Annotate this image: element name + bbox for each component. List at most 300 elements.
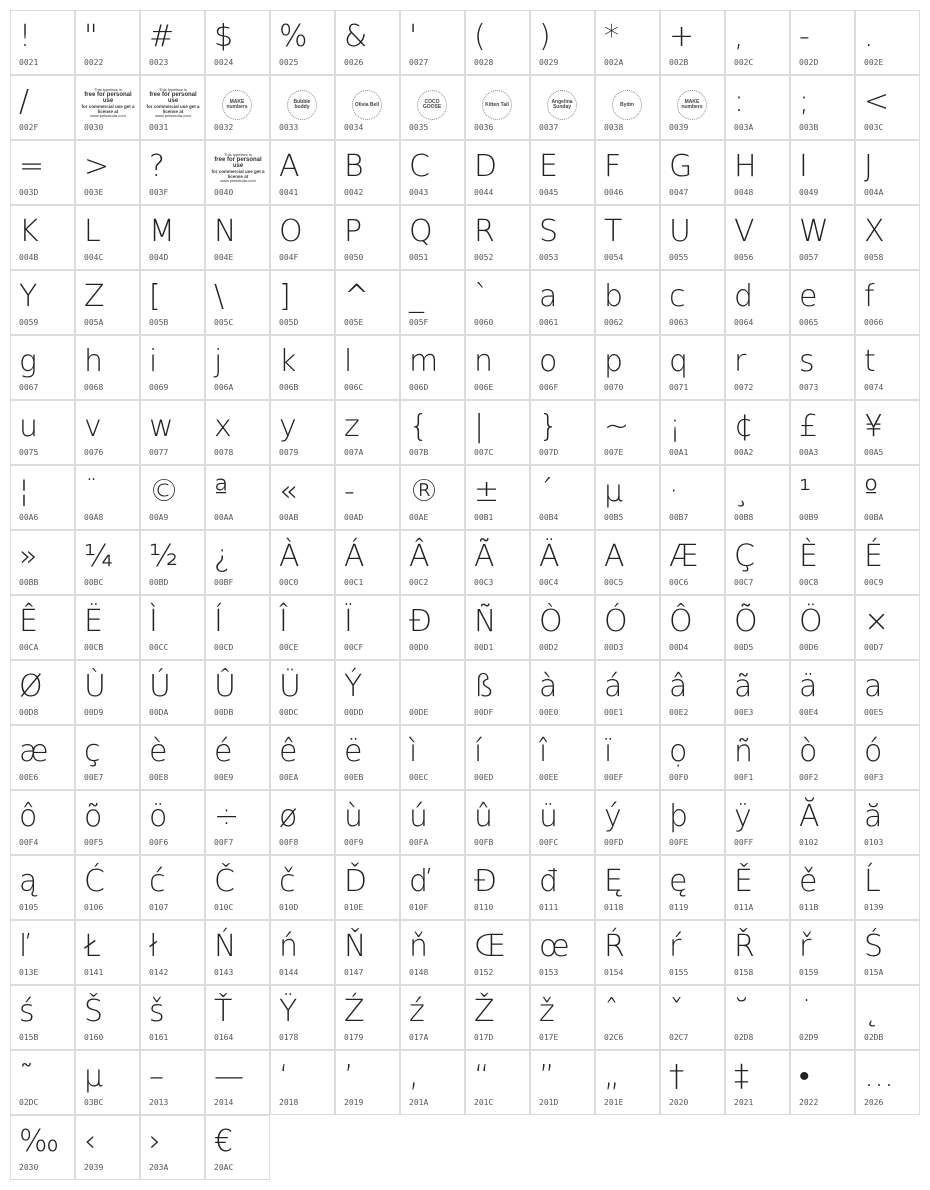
glyph-cell	[140, 140, 205, 205]
glyph-char: }	[539, 409, 559, 444]
glyph-cell	[855, 920, 920, 985]
glyph-char: n	[474, 344, 494, 379]
glyph-cell	[595, 855, 660, 920]
glyph-char: &	[344, 19, 368, 54]
glyph-cell	[140, 75, 205, 140]
glyph-char: Ñ	[474, 604, 497, 639]
glyph-cell	[140, 725, 205, 790]
glyph-cell	[855, 855, 920, 920]
glyph-char: ú	[409, 799, 429, 834]
glyph-codepoint: 02D9	[799, 1033, 819, 1042]
glyph-char: %	[279, 19, 308, 54]
glyph-codepoint: 0073	[799, 383, 819, 392]
glyph-char: µ	[604, 474, 624, 509]
license-notice-line: for commercial use get a license at	[211, 168, 265, 179]
glyph-codepoint: 2039	[84, 1163, 104, 1172]
glyph-codepoint: 0139	[864, 903, 884, 912]
glyph-codepoint: 0024	[214, 58, 234, 67]
glyph-codepoint: 0035	[409, 123, 429, 132]
glyph-cell	[335, 75, 400, 140]
glyph-codepoint: 0075	[19, 448, 39, 457]
glyph-char: Ù	[84, 669, 106, 704]
glyph-cell	[270, 205, 335, 270]
glyph-codepoint: 007C	[474, 448, 494, 457]
glyph-char: v	[84, 409, 102, 444]
glyph-char: ›	[149, 1124, 161, 1159]
glyph-codepoint: 0160	[84, 1033, 104, 1042]
glyph-cell	[335, 400, 400, 465]
glyph-codepoint: 00D2	[539, 643, 559, 652]
glyph-codepoint: 003A	[734, 123, 754, 132]
glyph-char: E	[539, 149, 558, 184]
glyph-char: ®	[409, 474, 439, 509]
glyph-codepoint: 00DA	[149, 708, 169, 717]
glyph-cell	[530, 1050, 595, 1115]
glyph-cell	[595, 985, 660, 1050]
license-notice-line: This typeface is	[224, 152, 252, 157]
license-notice	[145, 88, 201, 118]
glyph-char: ´	[539, 474, 554, 509]
glyph-codepoint: 00E4	[799, 708, 819, 717]
glyph-codepoint: 00D0	[409, 643, 429, 652]
glyph-cell	[10, 985, 75, 1050]
glyph-char: ŕ	[669, 929, 682, 964]
glyph-codepoint: 0025	[279, 58, 299, 67]
glyph-cell	[790, 10, 855, 75]
glyph-char: É	[864, 539, 883, 574]
glyph-char: (	[474, 19, 486, 54]
glyph-codepoint: 0048	[734, 188, 754, 197]
glyph-cell	[400, 465, 465, 530]
glyph-codepoint: 201C	[474, 1098, 494, 1107]
glyph-char: ÿ	[734, 799, 752, 834]
glyph-cell	[140, 270, 205, 335]
glyph-char: ù	[344, 799, 364, 834]
glyph-cell	[530, 530, 595, 595]
glyph-cell	[660, 10, 725, 75]
sample-badge: Bydm	[612, 90, 642, 120]
glyph-char: ñ	[734, 734, 754, 769]
glyph-char: ˘	[734, 994, 749, 1029]
glyph-char: |	[474, 409, 485, 444]
glyph-codepoint: 0111	[539, 903, 559, 912]
glyph-codepoint: 0068	[84, 383, 104, 392]
glyph-cell	[465, 855, 530, 920]
glyph-char: ¹	[799, 474, 812, 509]
glyph-char: Ś	[864, 929, 884, 964]
glyph-codepoint: 0021	[19, 58, 39, 67]
glyph-char: #	[149, 19, 175, 54]
glyph-codepoint: 00C4	[539, 578, 559, 587]
glyph-cell	[75, 1050, 140, 1115]
glyph-cell	[400, 595, 465, 660]
glyph-cell	[270, 790, 335, 855]
glyph-char: ę	[669, 864, 688, 899]
glyph-cell	[10, 920, 75, 985]
glyph-cell	[660, 335, 725, 400]
glyph-codepoint: 00C1	[344, 578, 364, 587]
glyph-codepoint: 0022	[84, 58, 104, 67]
glyph-char: À	[279, 539, 300, 574]
glyph-cell	[270, 660, 335, 725]
glyph-char: b	[604, 279, 624, 314]
glyph-codepoint: 0044	[474, 188, 494, 197]
glyph-codepoint: 00DE	[409, 708, 429, 717]
glyph-char: μ	[84, 1059, 104, 1094]
glyph-cell	[270, 10, 335, 75]
glyph-cell	[205, 660, 270, 725]
glyph-cell	[660, 920, 725, 985]
glyph-codepoint: 00E3	[734, 708, 754, 717]
glyph-codepoint: 00EF	[604, 773, 624, 782]
glyph-char: ã	[734, 669, 753, 704]
glyph-char: w	[149, 409, 174, 444]
glyph-cell	[270, 985, 335, 1050]
glyph-char: û	[474, 799, 494, 834]
glyph-cell	[270, 725, 335, 790]
glyph-char: Ň	[344, 929, 367, 964]
license-notice-line: www.pelsotoda.com	[220, 178, 256, 184]
glyph-codepoint: 0161	[149, 1033, 169, 1042]
glyph-codepoint: 0061	[539, 318, 559, 327]
glyph-codepoint: 005A	[84, 318, 104, 327]
glyph-codepoint: 2013	[149, 1098, 169, 1107]
glyph-cell	[140, 205, 205, 270]
glyph-char: Î	[279, 604, 288, 639]
glyph-codepoint: 004A	[864, 188, 884, 197]
glyph-codepoint: 006B	[279, 383, 299, 392]
glyph-cell	[335, 660, 400, 725]
glyph-char: ï	[604, 734, 613, 769]
glyph-cell	[790, 660, 855, 725]
glyph-codepoint: 005C	[214, 318, 234, 327]
glyph-cell	[270, 1050, 335, 1115]
glyph-cell	[400, 855, 465, 920]
glyph-cell	[205, 985, 270, 1050]
glyph-codepoint: 002E	[864, 58, 884, 67]
glyph-char: -	[344, 474, 355, 509]
glyph-cell	[400, 270, 465, 335]
glyph-codepoint: 00C6	[669, 578, 689, 587]
glyph-codepoint: 00E1	[604, 708, 624, 717]
glyph-codepoint: 003C	[864, 123, 884, 132]
glyph-char: ,	[734, 19, 744, 54]
glyph-codepoint: 00A8	[84, 513, 104, 522]
glyph-codepoint: 003B	[799, 123, 819, 132]
glyph-codepoint: 0065	[799, 318, 819, 327]
glyph-char: õ	[84, 799, 103, 834]
glyph-codepoint: 010D	[279, 903, 299, 912]
glyph-codepoint: 02DB	[864, 1033, 884, 1042]
glyph-codepoint: 2021	[734, 1098, 754, 1107]
glyph-cell	[660, 75, 725, 140]
glyph-char: š	[149, 994, 165, 1029]
glyph-codepoint: 0078	[214, 448, 234, 457]
glyph-char: à	[539, 669, 558, 704]
glyph-char: ü	[539, 799, 559, 834]
glyph-codepoint: 0102	[799, 838, 819, 847]
glyph-codepoint: 0155	[669, 968, 689, 977]
glyph-cell	[140, 660, 205, 725]
glyph-char: Ä	[539, 539, 560, 574]
glyph-cell	[465, 400, 530, 465]
glyph-codepoint: 0031	[149, 123, 169, 132]
sample-badge: MAKE numbers	[677, 90, 707, 120]
glyph-codepoint: 0032	[214, 123, 234, 132]
glyph-char: ª	[214, 474, 229, 509]
glyph-codepoint: 015B	[19, 1033, 39, 1042]
glyph-char: Ö	[799, 604, 823, 639]
glyph-codepoint: 0079	[279, 448, 299, 457]
glyph-codepoint: 002C	[734, 58, 754, 67]
glyph-char: Æ	[669, 539, 699, 574]
glyph-cell	[205, 530, 270, 595]
glyph-codepoint: 0107	[149, 903, 169, 912]
glyph-codepoint: 02C6	[604, 1033, 624, 1042]
sample-badge: Bubble buddy	[287, 90, 317, 120]
glyph-codepoint: 0179	[344, 1033, 364, 1042]
glyph-char: m	[409, 344, 439, 379]
glyph-codepoint: 0026	[344, 58, 364, 67]
glyph-codepoint: 0036	[474, 123, 494, 132]
glyph-char: ;	[799, 84, 810, 119]
glyph-codepoint: 00AD	[344, 513, 364, 522]
glyph-char: {	[409, 409, 429, 444]
glyph-char: Ç	[734, 539, 755, 574]
glyph-char: d	[734, 279, 754, 314]
glyph-cell	[790, 985, 855, 1050]
glyph-codepoint: 0103	[864, 838, 884, 847]
glyph-cell	[660, 140, 725, 205]
glyph-char: N	[214, 214, 237, 249]
glyph-cell	[75, 530, 140, 595]
glyph-char: J	[864, 149, 873, 184]
glyph-cell	[855, 725, 920, 790]
glyph-codepoint: 0034	[344, 123, 364, 132]
glyph-char: ć	[149, 864, 166, 899]
glyph-codepoint: 002B	[669, 58, 689, 67]
glyph-cell	[205, 140, 270, 205]
glyph-char: F	[604, 149, 622, 184]
glyph-codepoint: 0041	[279, 188, 299, 197]
glyph-char: ¥	[864, 409, 884, 444]
license-notice	[80, 88, 136, 118]
glyph-codepoint: 00C7	[734, 578, 754, 587]
glyph-char: ~	[604, 409, 630, 444]
glyph-cell	[530, 140, 595, 205]
glyph-char: Q	[409, 214, 433, 249]
glyph-cell	[465, 595, 530, 660]
glyph-codepoint: 0118	[604, 903, 624, 912]
glyph-cell	[75, 400, 140, 465]
license-notice-line: www.pelsotoda.com	[155, 113, 191, 119]
glyph-cell	[335, 465, 400, 530]
glyph-codepoint: 00A1	[669, 448, 689, 457]
glyph-cell	[790, 725, 855, 790]
glyph-char: —	[214, 1059, 244, 1094]
glyph-cell	[335, 140, 400, 205]
glyph-char: ø	[279, 799, 298, 834]
glyph-char: K	[19, 214, 39, 249]
glyph-codepoint: 00DD	[344, 708, 364, 717]
glyph-cell	[400, 1050, 465, 1115]
glyph-cell	[725, 920, 790, 985]
glyph-char: :	[734, 84, 745, 119]
glyph-char: -	[799, 19, 810, 54]
glyph-cell	[660, 205, 725, 270]
glyph-cell	[465, 1050, 530, 1115]
glyph-codepoint: 0029	[539, 58, 559, 67]
glyph-codepoint: 004B	[19, 253, 39, 262]
glyph-codepoint: 015A	[864, 968, 884, 977]
glyph-char: Ź	[344, 994, 365, 1029]
glyph-cell	[660, 270, 725, 335]
glyph-cell	[75, 985, 140, 1050]
glyph-char: ˙	[799, 994, 814, 1029]
glyph-codepoint: 006C	[344, 383, 364, 392]
license-notice-line: for commercial use get a license at	[146, 103, 200, 114]
glyph-char: R	[474, 214, 495, 249]
glyph-cell	[140, 465, 205, 530]
glyph-codepoint: 002A	[604, 58, 624, 67]
glyph-codepoint: 00C2	[409, 578, 429, 587]
glyph-codepoint: 0023	[149, 58, 169, 67]
glyph-char: ¼	[84, 539, 114, 574]
glyph-codepoint: 00A3	[799, 448, 819, 457]
glyph-char: ¿	[214, 539, 231, 574]
glyph-char: $	[214, 19, 234, 54]
glyph-cell	[660, 400, 725, 465]
glyph-cell	[530, 270, 595, 335]
glyph-codepoint: 2030	[19, 1163, 39, 1172]
glyph-cell	[660, 1050, 725, 1115]
glyph-cell	[205, 75, 270, 140]
glyph-cell	[465, 920, 530, 985]
glyph-codepoint: 0066	[864, 318, 884, 327]
glyph-cell	[790, 335, 855, 400]
glyph-char: Ó	[604, 604, 628, 639]
glyph-char: Ć	[84, 864, 105, 899]
glyph-char: ê	[279, 734, 298, 769]
glyph-char: `	[474, 279, 489, 314]
glyph-codepoint: 0071	[669, 383, 689, 392]
glyph-cell	[270, 270, 335, 335]
glyph-char: Đ	[474, 864, 498, 899]
glyph-codepoint: 0042	[344, 188, 364, 197]
glyph-codepoint: 00F2	[799, 773, 819, 782]
glyph-char: '	[409, 19, 418, 54]
glyph-char: •	[799, 1059, 810, 1094]
glyph-cell	[10, 270, 75, 335]
glyph-char: q	[669, 344, 689, 379]
glyph-cell	[140, 530, 205, 595]
glyph-codepoint: 00B8	[734, 513, 754, 522]
glyph-codepoint: 00D9	[84, 708, 104, 717]
glyph-cell	[530, 595, 595, 660]
glyph-codepoint: 00EC	[409, 773, 429, 782]
glyph-char: ÷	[214, 799, 240, 834]
glyph-codepoint: 00E9	[214, 773, 234, 782]
glyph-codepoint: 017A	[409, 1033, 429, 1042]
glyph-cell	[335, 595, 400, 660]
glyph-char: ň	[409, 929, 429, 964]
glyph-codepoint: 00EB	[344, 773, 364, 782]
glyph-cell	[725, 270, 790, 335]
glyph-cell	[855, 530, 920, 595]
glyph-codepoint: 00BD	[149, 578, 169, 587]
glyph-char: /	[19, 84, 30, 119]
glyph-cell	[530, 985, 595, 1050]
glyph-cell	[790, 855, 855, 920]
glyph-char: D	[474, 149, 498, 184]
glyph-codepoint: 00AA	[214, 513, 234, 522]
glyph-codepoint: 00BA	[864, 513, 884, 522]
glyph-char: ô	[19, 799, 38, 834]
glyph-cell	[465, 660, 530, 725]
glyph-cell	[725, 790, 790, 855]
glyph-codepoint: 003D	[19, 188, 39, 197]
glyph-codepoint: 006A	[214, 383, 234, 392]
glyph-codepoint: 00E2	[669, 708, 689, 717]
glyph-codepoint: 007E	[604, 448, 624, 457]
glyph-char: Õ	[734, 604, 758, 639]
glyph-cell	[10, 1050, 75, 1115]
glyph-codepoint: 2020	[669, 1098, 689, 1107]
glyph-cell	[75, 1115, 140, 1180]
glyph-codepoint: 00B7	[669, 513, 689, 522]
glyph-char: Ÿ	[279, 994, 298, 1029]
glyph-codepoint: 0158	[734, 968, 754, 977]
glyph-char: Ŕ	[604, 929, 625, 964]
glyph-codepoint: 00A9	[149, 513, 169, 522]
glyph-cell	[400, 205, 465, 270]
glyph-cell	[400, 725, 465, 790]
glyph-codepoint: 0119	[669, 903, 689, 912]
glyph-codepoint: 00F6	[149, 838, 169, 847]
glyph-codepoint: 0028	[474, 58, 494, 67]
glyph-char: ó	[864, 734, 883, 769]
glyph-char: o	[539, 344, 558, 379]
glyph-char: «	[279, 474, 298, 509]
glyph-cell	[530, 855, 595, 920]
license-notice-line: free for personal use	[214, 157, 262, 170]
glyph-codepoint: 004C	[84, 253, 104, 262]
glyph-codepoint: 0076	[84, 448, 104, 457]
glyph-codepoint: 0047	[669, 188, 689, 197]
glyph-cell	[595, 335, 660, 400]
glyph-codepoint: 00ED	[474, 773, 494, 782]
glyph-char: ˛	[864, 994, 879, 1029]
glyph-codepoint: 201D	[539, 1098, 559, 1107]
glyph-char: Ý	[344, 669, 363, 704]
glyph-char: Ń	[214, 929, 237, 964]
glyph-char: ò	[799, 734, 818, 769]
glyph-codepoint: 00F1	[734, 773, 754, 782]
glyph-cell	[10, 530, 75, 595]
glyph-cell	[465, 790, 530, 855]
glyph-codepoint: 201A	[409, 1098, 429, 1107]
glyph-char: h	[84, 344, 104, 379]
glyph-char: X	[864, 214, 885, 249]
sample-badge: Angelina Sunday	[547, 90, 577, 120]
glyph-cell	[400, 530, 465, 595]
glyph-char: c	[669, 279, 686, 314]
glyph-cell	[660, 790, 725, 855]
glyph-cell	[205, 465, 270, 530]
glyph-char: ń	[279, 929, 299, 964]
glyph-cell	[855, 75, 920, 140]
glyph-cell	[400, 75, 465, 140]
